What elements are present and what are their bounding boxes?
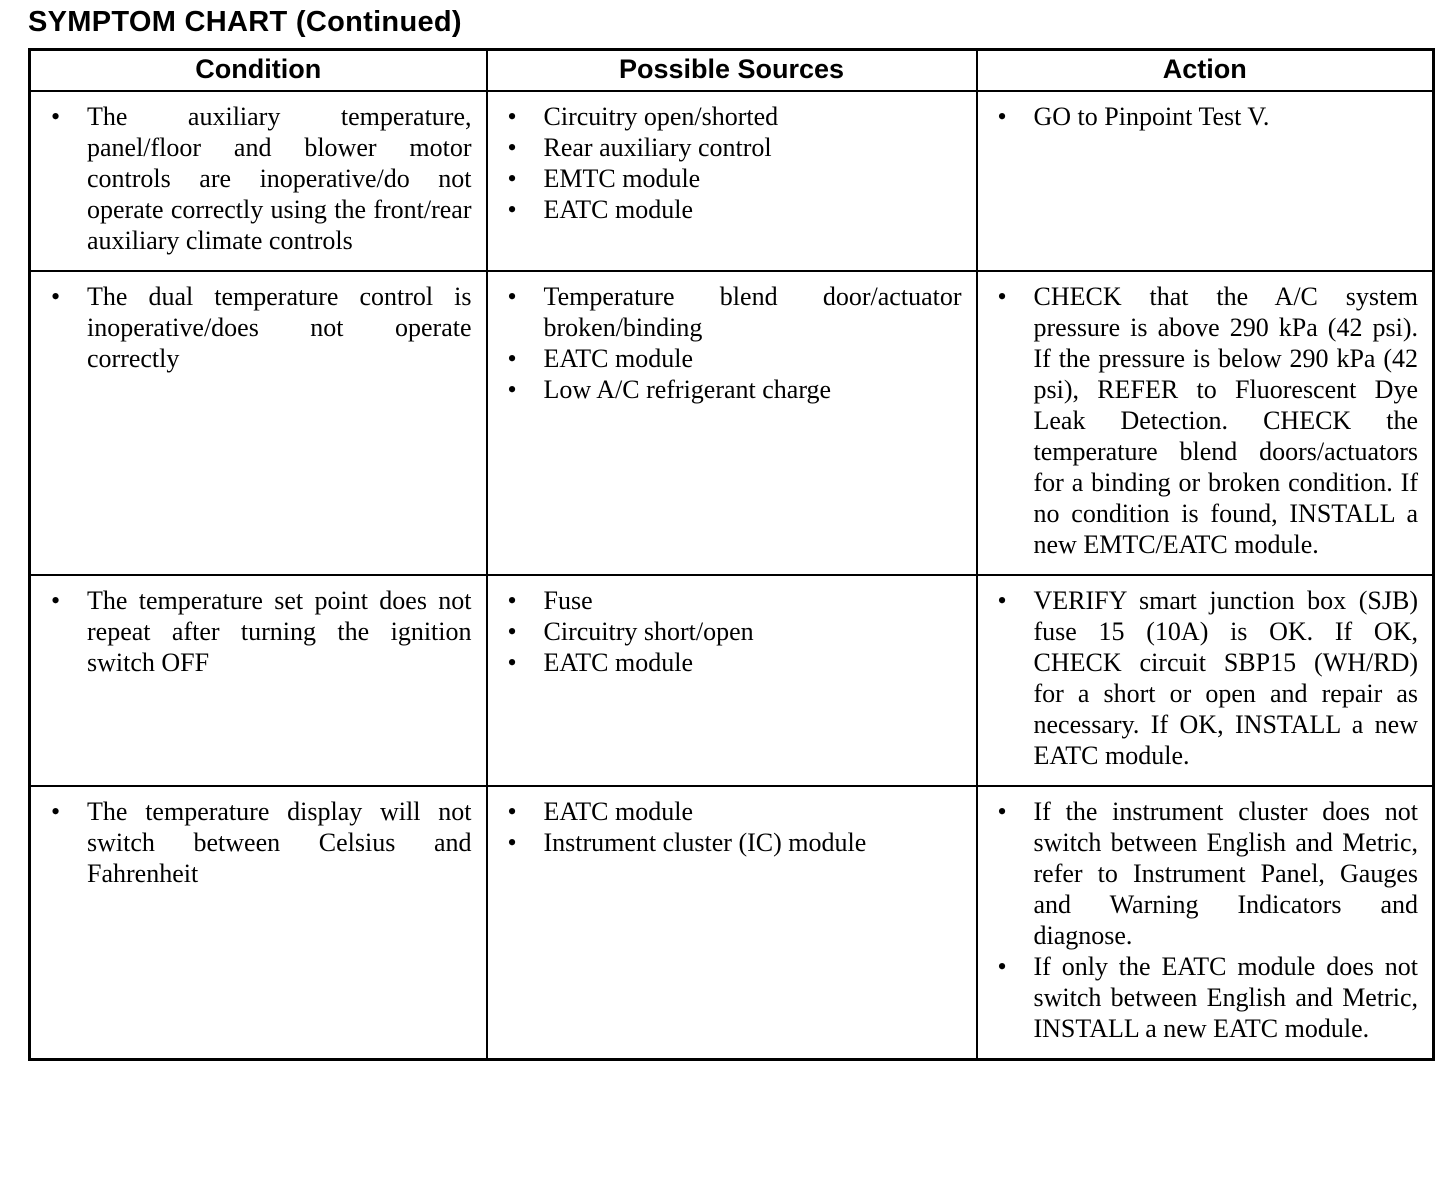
symptom-chart-table bbox=[28, 48, 1435, 1061]
bullet-item: • Instrument cluster (IC) module bbox=[500, 827, 962, 858]
bullet-item: • EATC module bbox=[500, 796, 962, 827]
bullet-item: • Circuitry open/shorted bbox=[500, 101, 962, 132]
condition-cell bbox=[30, 786, 487, 1060]
action-cell bbox=[977, 786, 1434, 1060]
bullet-item: • Low A/C refrigerant charge bbox=[500, 374, 962, 405]
condition-cell bbox=[30, 91, 487, 271]
condition-cell bbox=[30, 575, 487, 786]
page-title: SYMPTOM CHART (Continued) bbox=[28, 6, 462, 38]
table-row bbox=[30, 575, 1434, 786]
bullet-item: • GO to Pinpoint Test V. bbox=[990, 101, 1419, 132]
condition-cell bbox=[30, 271, 487, 575]
action-cell bbox=[977, 575, 1434, 786]
possible-sources-cell bbox=[487, 271, 977, 575]
bullet-item: • The auxiliary temperature, panel/floor and blower motor controls are inoperative/do not operate correctly using the front/rear auxiliary climate controls bbox=[43, 101, 472, 256]
table-row bbox=[30, 271, 1434, 575]
possible-sources-cell bbox=[487, 786, 977, 1060]
bullet-item: • The temperature set point does not repeat after turning the ignition switch OFF bbox=[43, 585, 472, 678]
table-row bbox=[30, 91, 1434, 271]
bullet-item: • Circuitry short/open bbox=[500, 616, 962, 647]
action-cell bbox=[977, 91, 1434, 271]
possible-sources-cell bbox=[487, 91, 977, 271]
bullet-item: • EATC module bbox=[500, 343, 962, 374]
bullet-item: • Temperature blend door/actuator broken/binding bbox=[500, 281, 962, 343]
bullet-item: • Rear auxiliary control bbox=[500, 132, 962, 163]
column-header-condition: Condition bbox=[30, 50, 487, 92]
bullet-item: • VERIFY smart junction box (SJB) fuse 15 (10A) is OK. If OK, CHECK circuit SBP15 (WH/RD) for a short or open and repair as necessary. If OK, INSTALL a new EATC module. bbox=[990, 585, 1419, 771]
table-row bbox=[30, 786, 1434, 1060]
bullet-item: • EMTC module bbox=[500, 163, 962, 194]
bullet-item: • CHECK that the A/C system pressure is above 290 kPa (42 psi). If the pressure is below 290 kPa (42 psi), REFER to Fluorescent Dye Leak Detection. CHECK the temperature blend doors/actuators for a binding or broken condition. If no condition is found, INSTALL a new EMTC/EATC module. bbox=[990, 281, 1419, 560]
possible-sources-cell bbox=[487, 575, 977, 786]
bullet-item: • If only the EATC module does not switch between English and Metric, INSTALL a new EATC module. bbox=[990, 951, 1419, 1044]
column-header-possible-sources: Possible Sources bbox=[487, 50, 977, 92]
bullet-item: • The temperature display will not switch between Celsius and Fahrenheit bbox=[43, 796, 472, 889]
action-cell bbox=[977, 271, 1434, 575]
bullet-item: • EATC module bbox=[500, 194, 962, 225]
bullet-item: • If the instrument cluster does not switch between English and Metric, refer to Instrument Panel, Gauges and Warning Indicators and diagnose. bbox=[990, 796, 1419, 951]
bullet-item: • The dual temperature control is inoperative/does not operate correctly bbox=[43, 281, 472, 374]
bullet-item: • EATC module bbox=[500, 647, 962, 678]
column-header-action: Action bbox=[977, 50, 1434, 92]
bullet-item: • Fuse bbox=[500, 585, 962, 616]
header-row bbox=[30, 50, 1434, 92]
